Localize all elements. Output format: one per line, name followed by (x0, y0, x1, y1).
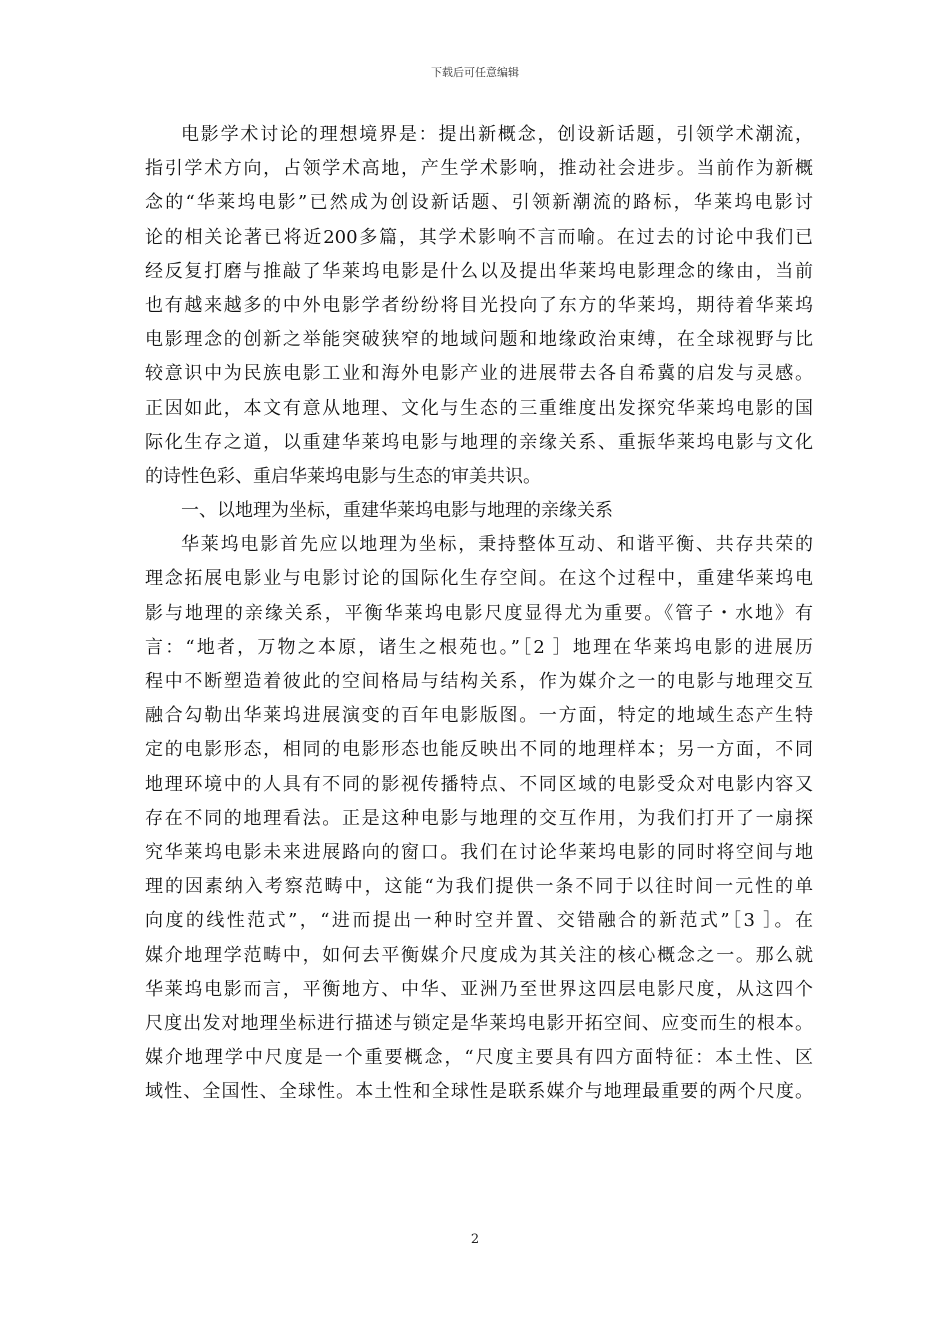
page-number: 2 (470, 1232, 480, 1247)
section-heading: 一、以地理为坐标，重建华莱坞电影与地理的亲缘关系 (181, 500, 613, 522)
paragraph-line: 华莱坞电影而言，平衡地方、中华、亚洲乃至世界这四层电影尺度，从这四个 (145, 978, 813, 1000)
paragraph-line: 也有越来越多的中外电影学者纷纷将目光投向了东方的华莱坞，期待着华莱坞 (145, 294, 813, 316)
document-body (145, 118, 813, 1109)
paragraph-line: 正因如此，本文有意从地理、文化与生态的三重维度出发探究华莱坞电影的国 (145, 397, 813, 419)
paragraph-line: 影与地理的亲缘关系，平衡华莱坞电影尺度显得尤为重要。《管子・水地》有 (145, 602, 813, 624)
paragraph-line: 念的“华莱坞电影”已然成为创设新话题、引领新潮流的路标，华莱坞电影讨 (145, 192, 813, 214)
paragraph-line: 理的因素纳入考察范畴中，这能“为我们提供一条不同于以往时间一元性的单 (145, 876, 813, 898)
paragraph-line: 尺度出发对地理坐标进行描述与锁定是华莱坞电影开拓空间、应变而生的根本。 (145, 1012, 813, 1034)
paragraph-line: 理念拓展电影业与电影讨论的国际化生存空间。在这个过程中，重建华莱坞电 (145, 568, 813, 590)
paragraph-line: 究华莱坞电影未来进展路向的窗口。我们在讨论华莱坞电影的同时将空间与地 (145, 841, 813, 863)
paragraph-line: 地理环境中的人具有不同的影视传播特点、不同区域的电影受众对电影内容又 (145, 773, 813, 795)
paragraph-line: 电影理念的创新之举能突破狭窄的地域问题和地缘政治束缚，在全球视野与比 (145, 329, 813, 351)
paragraph-line: 向度的线性范式”，“进而提出一种时空并置、交错融合的新范式”［3 ］。在 (145, 910, 813, 932)
paragraph-line: 域性、全国性、全球性。本土性和全球性是联系媒介与地理最重要的两个尺度。 (145, 1081, 813, 1103)
paragraph-line: 程中不断塑造着彼此的空间格局与结构关系，作为媒介之一的电影与地理交互 (145, 671, 813, 692)
paragraph-line: 的诗性色彩、重启华莱坞电影与生态的审美共识。 (145, 465, 541, 487)
paragraph-line: 论的相关论著已将近200多篇，其学术影响不言而喻。在过去的讨论中我们已 (145, 226, 813, 248)
paragraph-line: 融合勾勒出华莱坞进展演变的百年电影版图。一方面，特定的地域生态产生特 (145, 705, 813, 727)
paragraph-line: 指引学术方向，占领学术高地，产生学术影响，推动社会进步。当前作为新概 (145, 158, 813, 180)
paragraph-line: 定的电影形态，相同的电影形态也能反映出不同的地理样本；另一方面，不同 (145, 739, 813, 761)
paragraph-line: 电影学术讨论的理想境界是：提出新概念，创设新话题，引领学术潮流， (181, 124, 813, 145)
paragraph-line: 媒介地理学中尺度是一个重要概念，“尺度主要具有四方面特征：本土性、区 (145, 1047, 813, 1069)
paragraph-line: 华莱坞电影首先应以地理为坐标，秉持整体互动、和谐平衡、共存共荣的 (181, 534, 813, 556)
paragraph-line: 际化生存之道，以重建华莱坞电影与地理的亲缘关系、重振华莱坞电影与文化 (145, 431, 813, 453)
paragraph-line: 存在不同的地理看法。正是这种电影与地理的交互作用，为我们打开了一扇探 (145, 807, 813, 829)
paragraph-line: 言：“地者，万物之本原，诸生之根苑也。”［2 ］地理在华莱坞电影的进展历 (145, 636, 813, 658)
paragraph-line: 较意识中为民族电影工业和海外电影产业的进展带去各自希冀的启发与灵感。 (145, 363, 813, 385)
paragraph-line: 经反复打磨与推敲了华莱坞电影是什么以及提出华莱坞电影理念的缘由，当前 (145, 260, 813, 282)
page-header: 下载后可任意编辑 (431, 66, 519, 79)
paragraph-line: 媒介地理学范畴中，如何去平衡媒介尺度成为其关注的核心概念之一。那么就 (145, 944, 813, 966)
